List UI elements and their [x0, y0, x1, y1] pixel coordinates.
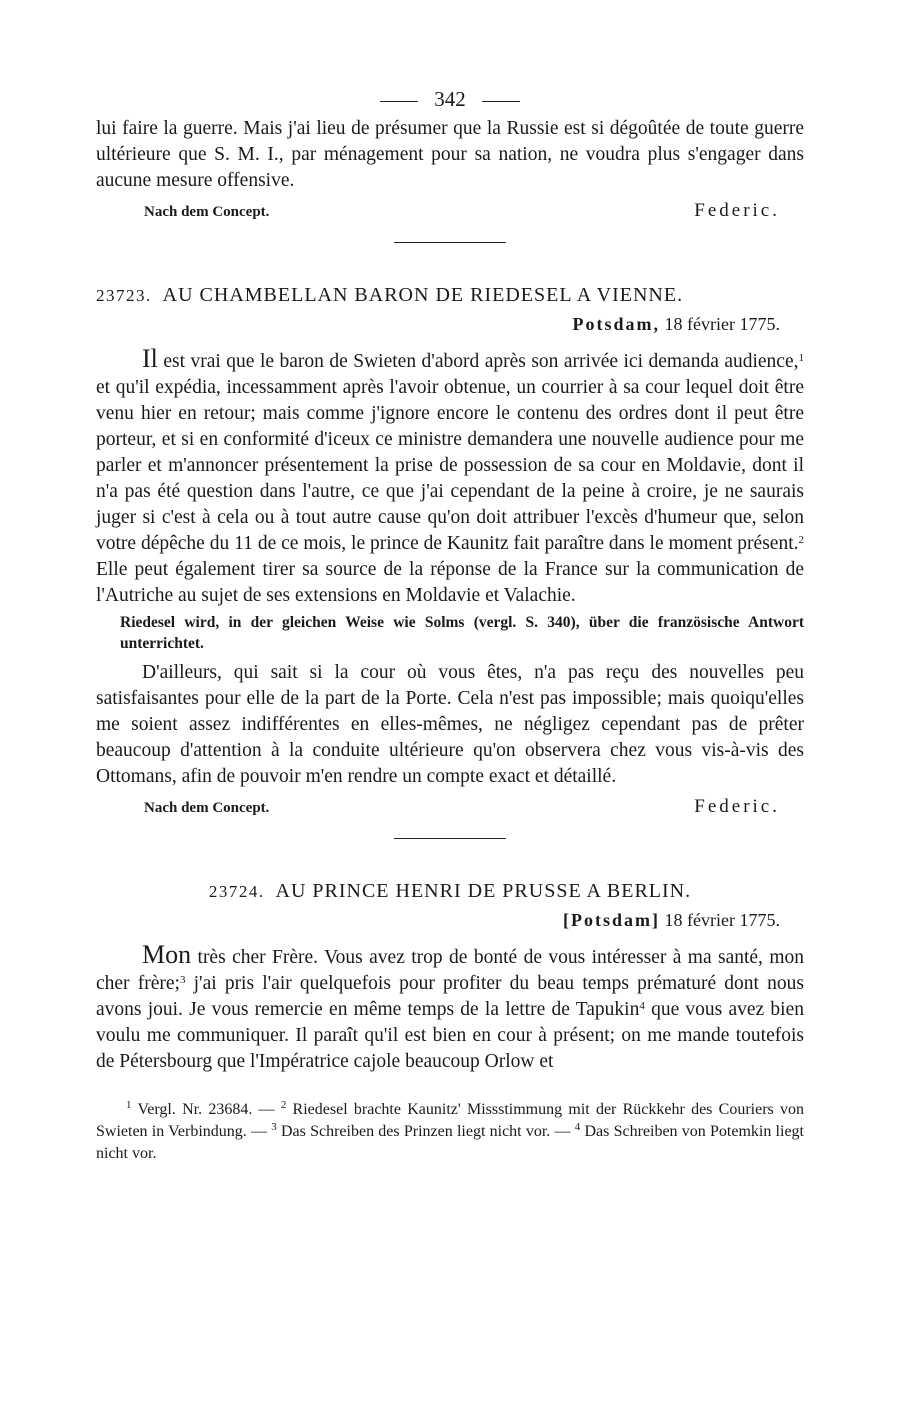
- header-dash-left: [380, 101, 418, 102]
- page-number-header: [96, 84, 804, 114]
- document-page: [96, 84, 804, 1181]
- footnote-ref: 1: [798, 352, 804, 364]
- letter-number: 23724.: [208, 882, 265, 901]
- footnote-number: 1: [126, 1099, 132, 1111]
- letter-paragraph: Mon très cher Frère. Vous avez trop de bonté de vous intéresser à ma santé, mon cher frère;$^3$ j'ai pris l'air quelquefois pour profiter du beau temps prématuré dont nous avons joui. Je vous remercie en même temps de la lettre de Tapukin$^4$ que vous avez bien voulu me communiquer. Il paraît qu'il est bien en cour à présent; on me mande toutefois de Pétersbourg que l'Impératrice cajole beaucoup Orlow et: [96, 940, 804, 1072]
- opening-word: Mon: [142, 940, 192, 969]
- source-note: Nach dem Concept.: [144, 800, 270, 816]
- letter-heading: [96, 281, 804, 310]
- opening-word: Il: [142, 344, 158, 373]
- letter-paragraph: D'ailleurs, qui sait si la cour où vous êtes, n'a pas reçu des nouvelles peu satisfaisantes pour elle de la part de la Porte. Cela n'est pas impossible; mais quoiqu'elles me soient assez indifférentes en elles-mêmes, ne négligez cependant pas de prêter beaucoup d'attention à la conduite ultérieure qu'on observera chez vous vis-à-vis des Ottomans, afin de pouvoir m'en rendre un compte exact et détaillé.: [96, 662, 804, 787]
- letter-number: 23723.: [96, 286, 152, 305]
- footnote-ref: 4: [639, 1000, 645, 1012]
- section-divider: [394, 838, 506, 839]
- signature: Federic.: [694, 200, 780, 221]
- footnotes: $^1$ Vergl. Nr. 23684. — $^2$ Riedesel brachte Kaunitz' Missstimmung mit der Rückkehr des Couriers von Swieten in Verbindung. — $^3$ Das Schreiben des Prinzen liegt nicht vor. — $^4$ Das Schreiben von Potemkin liegt nicht vor.: [96, 1099, 805, 1162]
- letter-place: [Potsdam]: [563, 910, 661, 930]
- letter-dateline: [96, 310, 804, 338]
- carryover-signature-row: [96, 200, 804, 226]
- letter-signature-row: [96, 796, 804, 822]
- letter-date: 18 février 1775.: [664, 314, 780, 334]
- source-note: Nach dem Concept.: [144, 204, 270, 220]
- letter-place: Potsdam,: [572, 314, 661, 334]
- editor-note: Riedesel wird, in der gleichen Weise wie Solms (vergl. S. 340), über die französische Antwort unterrichtet.: [120, 614, 804, 652]
- signature: Federic.: [694, 796, 780, 817]
- letter-title: AU CHAMBELLAN BARON DE RIEDESEL A VIENNE.: [162, 284, 684, 306]
- header-dash-right: [482, 101, 520, 102]
- footnote-ref: 2: [798, 534, 804, 546]
- letter-heading: [96, 877, 804, 906]
- letter-title: AU PRINCE HENRI DE PRUSSE A BERLIN.: [275, 880, 692, 902]
- section-divider: [394, 242, 506, 243]
- page-number: 342: [434, 87, 466, 111]
- carryover-paragraph: lui faire la guerre. Mais j'ai lieu de présumer que la Russie est si dégoûtée de toute guerre ultérieure que S. M. I., par ménagement pour sa nation, ne voudra plus s'engager dans aucune mesure offensive.: [96, 118, 804, 191]
- footnote-number: 4: [574, 1121, 581, 1133]
- footnote-number: 3: [271, 1121, 277, 1133]
- letter-date: 18 février 1775.: [664, 910, 780, 930]
- letter-paragraph: Il est vrai que le baron de Swieten d'abord après son arrivée ici demanda audience,$^1$ et qu'il expédia, incessamment après l'avoir obtenue, un courrier à sa cour lequel doit être venu hier en retour; mais comme j'ignore encore le contenu des ordres dont il peut être porteur, et si en conformité d'iceux ce ministre demandera une nouvelle audience pour me parler et m'annoncer présentement la prise de possession de sa cour en Moldavie, dont il n'a pas été question dans l'autre, ce que j'ai cependant de la peine à croire, je ne saurais juger si c'est à cela ou à tout autre cause qu'on doit attribuer l'excès d'humeur que, selon votre dépêche du 11 de ce mois, le prince de Kaunitz fait paraître dans le moment présent.$^2$ Elle peut également tirer sa source de la réponse de la France sur la communication de l'Autriche au sujet de ses extensions en Moldavie et Valachie.: [96, 344, 804, 606]
- letter-dateline: [96, 906, 804, 934]
- footnote-ref: 3: [179, 974, 186, 986]
- footnote-number: 2: [280, 1099, 287, 1111]
